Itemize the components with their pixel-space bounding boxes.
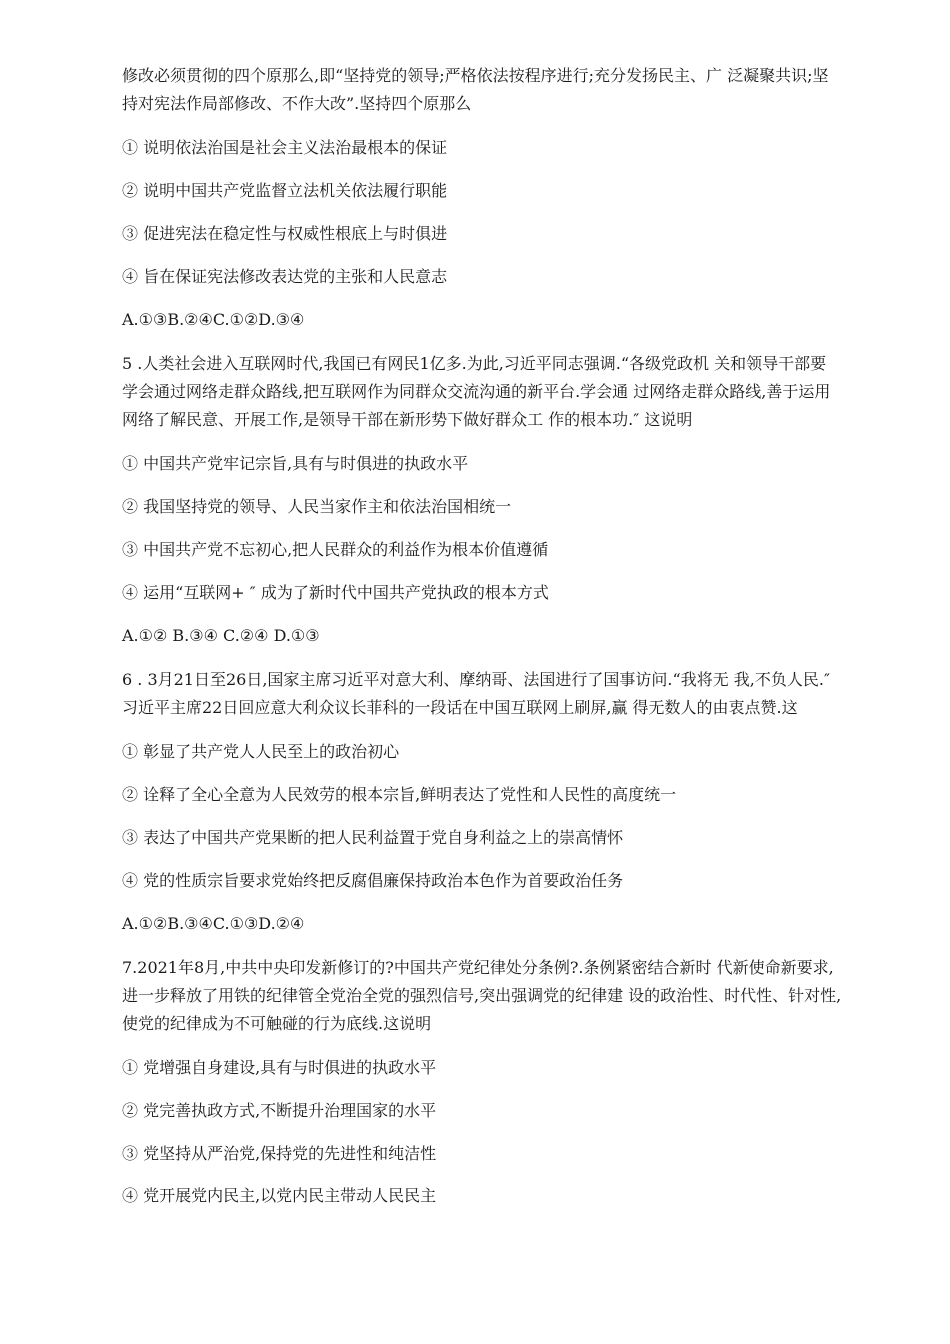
- q7-stem: 7.2021年8月,中共中央印发新修订的?中国共产党纪律处分条例?.条例紧密结合新时 代新使命新要求,进一步释放了用铁的纪律管全党治全党的强烈信号,突出强调党的纪律建 设的政治性、时代性、针对性,使党的纪律成为不可触碰的行为底线.这说明: [122, 958, 842, 1033]
- q6-answer-choices: A.①②B.③④C.①③D.②④: [122, 914, 305, 933]
- document-page: [122, 62, 842, 1209]
- q4-option-3: ③ 促进宪法在稳定性与权威性根底上与时俱进: [122, 224, 448, 243]
- q5-option-4: ④ 运用“互联网+ ″ 成为了新时代中国共产党执政的根本方式: [122, 583, 549, 602]
- q6-option-1: ① 彰显了共产党人人民至上的政治初心: [122, 742, 400, 761]
- q5-answer-choices: A.①② B.③④ C.②④ D.①③: [122, 626, 320, 645]
- q5-option-2: ② 我国坚持党的领导、人民当家作主和依法治国相统一: [122, 497, 512, 516]
- q5-stem: 5 .人类社会进入互联网时代,我国已有网民1亿多.为此,习近平同志强调.“各级党政机 关和领导干部要学会通过网络走群众路线,把互联网作为同群众交流沟通的新平台.学会通 过网络走群众路线,善于运用网络了解民意、开展工作,是领导干部在新形势下做好群众工 作的根本功.″ 这说明: [122, 354, 831, 429]
- q4-option-1: ① 说明依法治国是社会主义法治最根本的保证: [122, 138, 448, 157]
- q7-option-2: ② 党完善执政方式,不断提升治理国家的水平: [122, 1101, 437, 1120]
- q6-option-4: ④ 党的性质宗旨要求党始终把反腐倡廉保持政治本色作为首要政治任务: [122, 871, 624, 890]
- q5-option-1: ① 中国共产党牢记宗旨,具有与时俱进的执政水平: [122, 454, 469, 473]
- q6-option-2: ② 诠释了全心全意为人民效劳的根本宗旨,鲜明表达了党性和人民性的高度统一: [122, 785, 677, 804]
- q7-option-4: ④ 党开展党内民主,以党内民主带动人民民主: [122, 1186, 437, 1205]
- q6-option-3: ③ 表达了中国共产党果断的把人民利益置于党自身利益之上的崇高情怀: [122, 828, 624, 847]
- q4-answer-choices: A.①③B.②④C.①②D.③④: [122, 310, 305, 329]
- q7-option-3: ③ 党坚持从严治党,保持党的先进性和纯洁性: [122, 1144, 437, 1163]
- q4-stem: 修改必须贯彻的四个原那么,即“坚持党的领导;严格依法按程序进行;充分发扬民主、广 泛凝聚共识;坚持对宪法作局部修改、不作大改”.坚持四个原那么: [122, 66, 829, 113]
- q4-option-2: ② 说明中国共产党监督立法机关依法履行职能: [122, 181, 448, 200]
- q5-option-3: ③ 中国共产党不忘初心,把人民群众的利益作为根本价值遵循: [122, 540, 549, 559]
- q4-option-4: ④ 旨在保证宪法修改表达党的主张和人民意志: [122, 267, 448, 286]
- q6-stem: 6 . 3月21日至26日,国家主席习近平对意大利、摩纳哥、法国进行了国事访问.“我将无 我,不负人民.″ 习近平主席22日回应意大利众议长菲科的一段话在中国互联网上刷屏,赢 得无数人的由衷点赞.这: [122, 670, 830, 717]
- q7-option-1: ① 党增强自身建设,具有与时俱进的执政水平: [122, 1058, 437, 1077]
